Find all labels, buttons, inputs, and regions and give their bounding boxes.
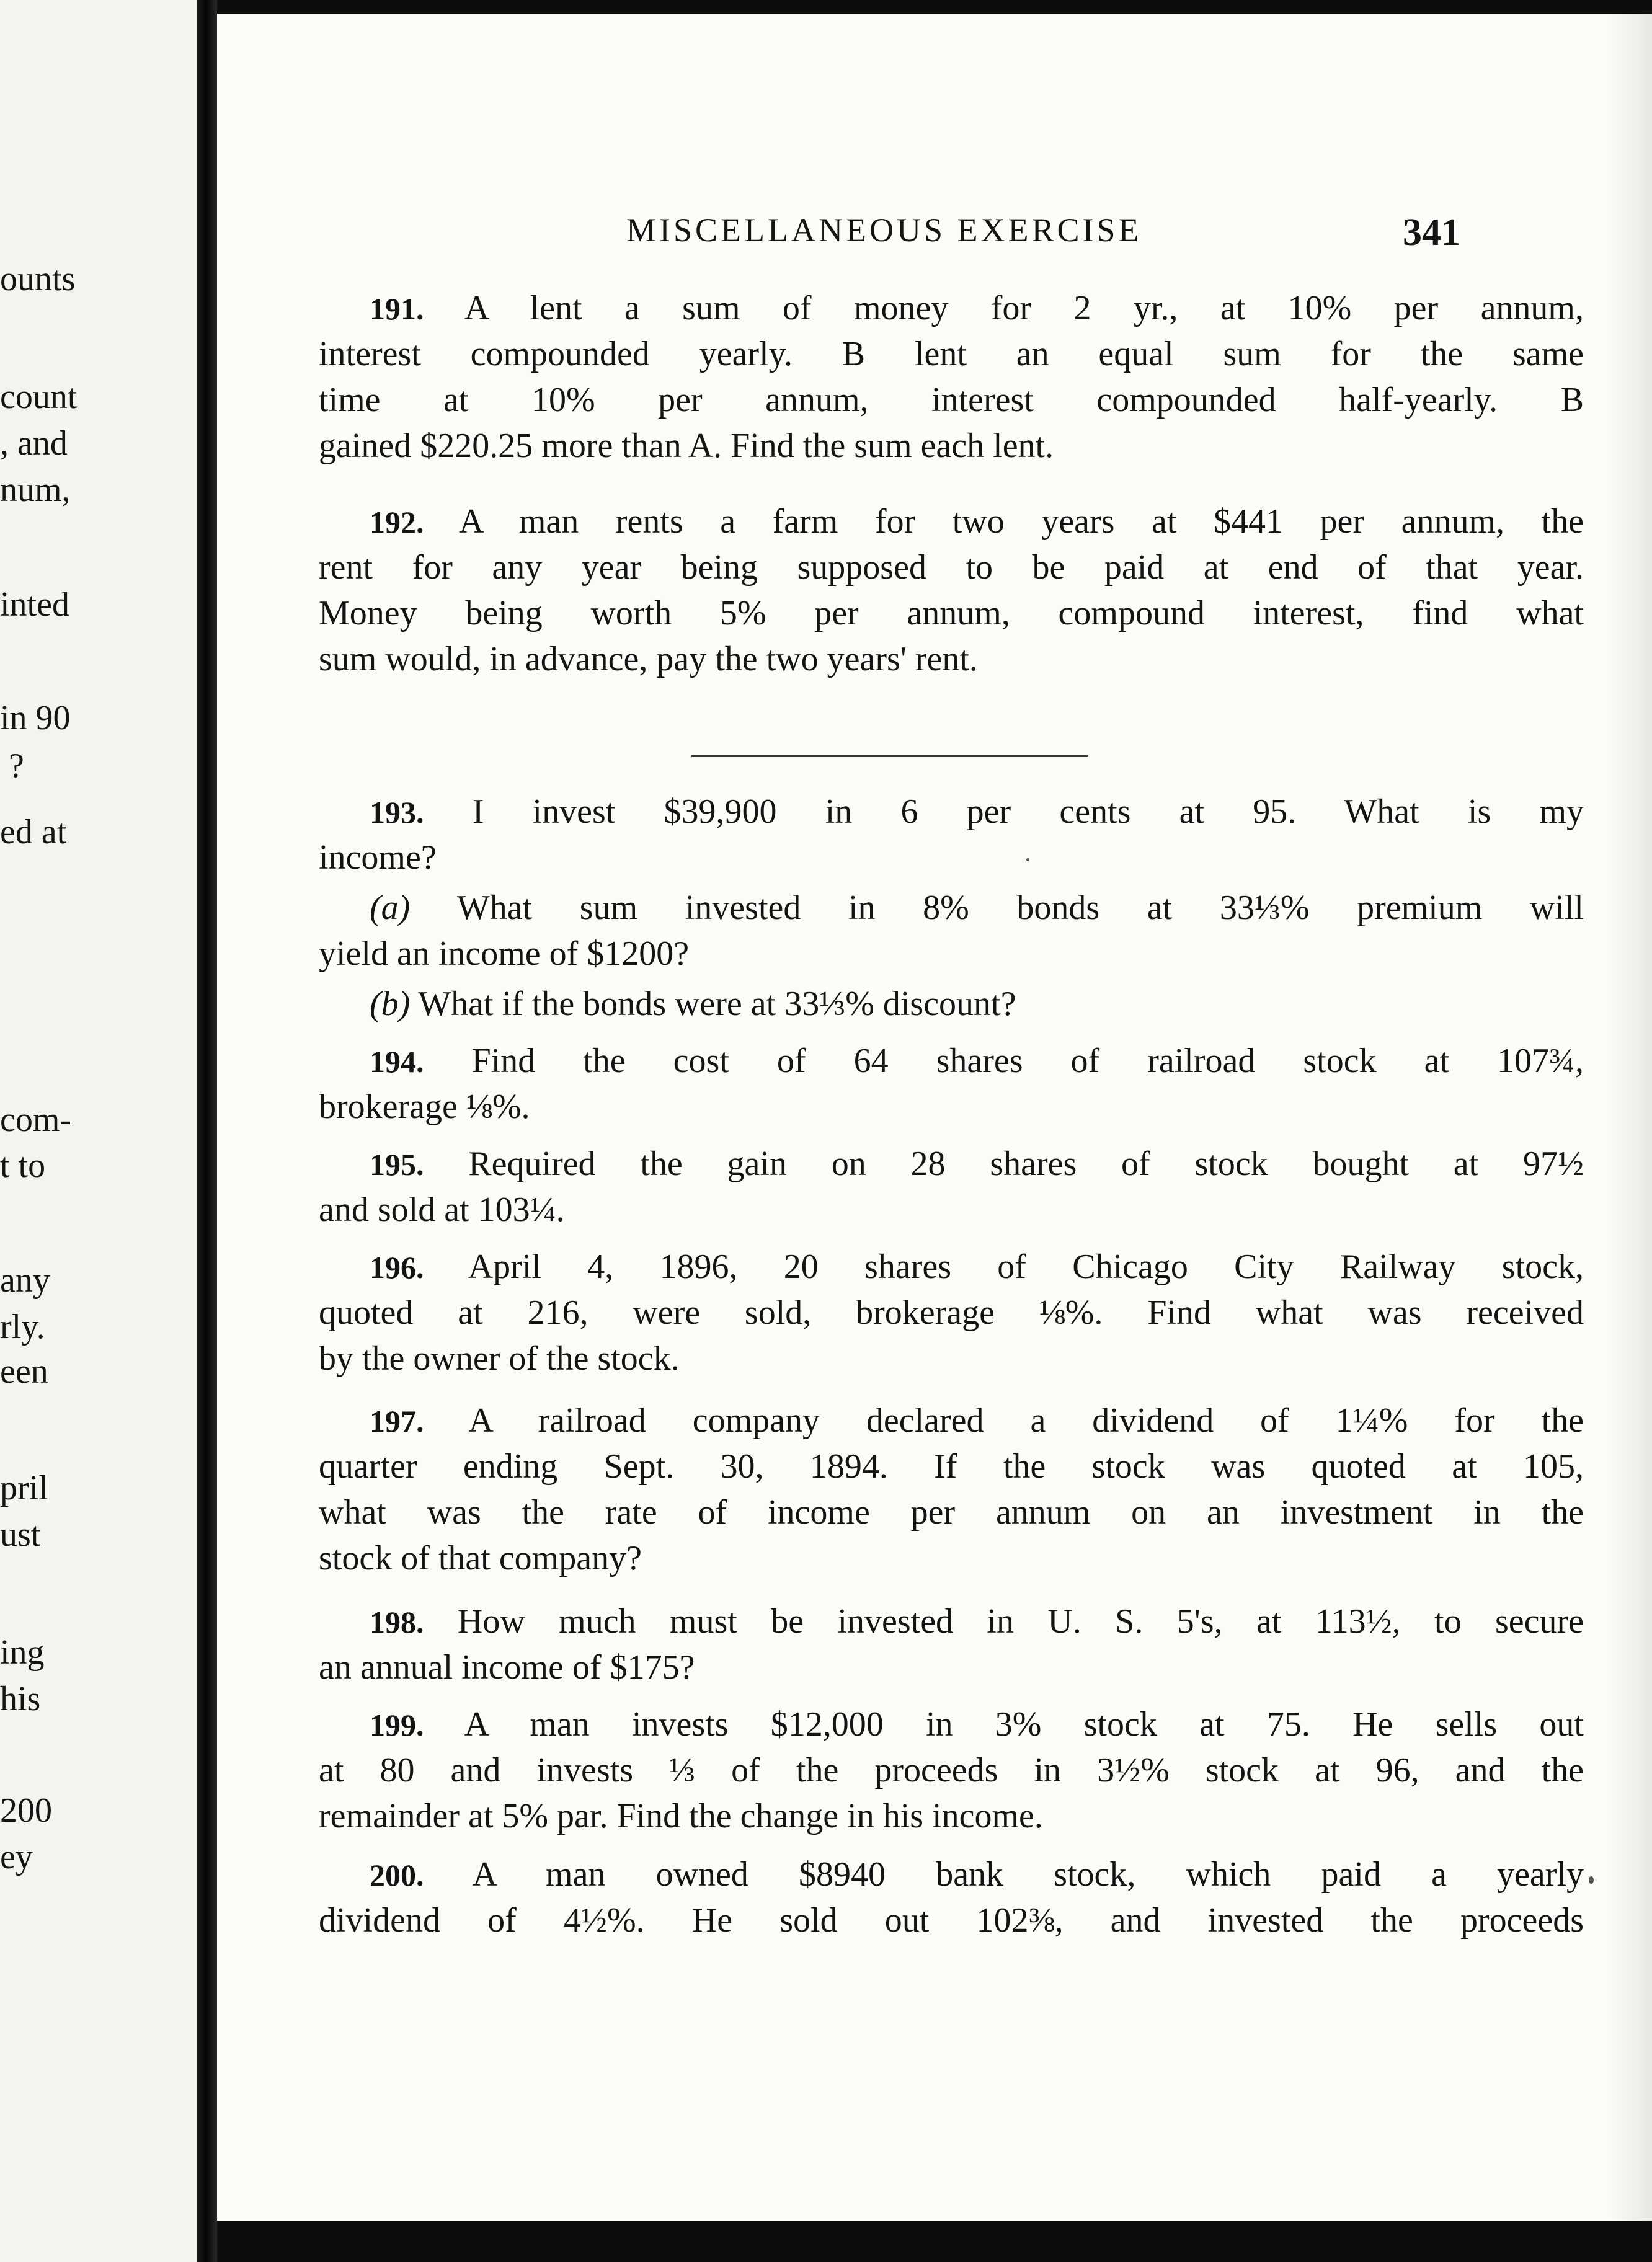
exercise-line: 192. A man rents a farm for two years at $441 per annum, the <box>370 502 1584 541</box>
exercise-line: 199. A man invests $12,000 in 3% stock at 75. He sells out <box>370 1705 1584 1744</box>
running-head: MISCELLANEOUS EXERCISE <box>626 211 1142 249</box>
exercise-line: 196. April 4, 1896, 20 shares of Chicago City Railway stock, <box>370 1248 1584 1286</box>
exercise-line: 200. A man owned $8940 bank stock, which paid a yearly <box>370 1855 1584 1894</box>
exercise-line: interest compounded yearly. B lent an equal sum for the same <box>319 335 1584 373</box>
exercise-number: 199. <box>370 1708 424 1742</box>
exercise-line: quarter ending Sept. 30, 1894. If the stock was quoted at 105, <box>319 1447 1584 1486</box>
exercise-line: dividend of 4½%. He sold out 102⅜, and invested the proceeds <box>319 1901 1584 1940</box>
left-fragment: ust <box>0 1515 41 1554</box>
exercise-line: brokerage ⅛%. <box>319 1088 530 1126</box>
exercise-number: 192. <box>370 505 424 539</box>
exercise-number: 200. <box>370 1858 424 1892</box>
book-page <box>217 14 1652 2221</box>
left-fragment: any <box>0 1261 50 1300</box>
page-shadow <box>1609 14 1652 2221</box>
exercise-line: time at 10% per annum, interest compounded half-yearly. B <box>319 381 1584 419</box>
left-fragment: ing <box>0 1633 45 1672</box>
exercise-line: income? <box>319 838 437 877</box>
exercise-line: by the owner of the stock. <box>319 1339 680 1378</box>
exercise-line: an annual income of $175? <box>319 1648 695 1687</box>
exercise-line: sum would, in advance, pay the two years' rent. <box>319 640 978 678</box>
exercise-198 <box>319 1599 1584 1690</box>
ink-speck <box>1026 858 1029 861</box>
exercise-number: 197. <box>370 1404 424 1439</box>
exercise-197 <box>319 1398 1584 1581</box>
subpart-label: (b) <box>370 985 411 1023</box>
left-fragment: num, <box>0 471 71 509</box>
exercise-line: 193. I invest $39,900 in 6 per cents at 95. What is my <box>370 792 1584 831</box>
exercise-number: 196. <box>370 1250 424 1285</box>
exercise-196 <box>319 1244 1584 1382</box>
left-fragment: een <box>0 1352 48 1391</box>
exercise-line: 194. Find the cost of 64 shares of railroad stock at 107¾, <box>370 1042 1584 1080</box>
exercise-line: rent for any year being supposed to be paid at end of that year. <box>319 548 1584 587</box>
exercise-line: quoted at 216, were sold, brokerage ⅛%. Find what was received <box>319 1293 1584 1332</box>
exercise-line: (a) What sum invested in 8% bonds at 33⅓% premium will <box>370 889 1584 927</box>
left-fragment: ounts <box>0 260 76 298</box>
exercise-195 <box>319 1141 1584 1233</box>
exercise-193 <box>319 789 1584 880</box>
exercise-193b <box>319 981 1584 1027</box>
left-fragment: t to <box>0 1147 46 1185</box>
exercise-line: at 80 and invests ⅓ of the proceeds in 3½% stock at 96, and the <box>319 1751 1584 1790</box>
exercise-number: 198. <box>370 1605 424 1639</box>
exercise-line: Money being worth 5% per annum, compound interest, find what <box>319 594 1584 632</box>
exercise-line: 198. How much must be invested in U. S. 5's, at 113½, to secure <box>370 1602 1584 1641</box>
left-fragment: inted <box>0 585 69 624</box>
exercise-line: 191. A lent a sum of money for 2 yr., at 10% per annum, <box>370 289 1584 327</box>
exercise-line: 195. Required the gain on 28 shares of stock bought at 97½ <box>370 1145 1584 1183</box>
subpart-label: (a) <box>370 889 411 927</box>
scan-border <box>217 2221 1652 2262</box>
exercise-199 <box>319 1701 1584 1839</box>
left-fragment: pril <box>0 1469 48 1507</box>
exercise-line: yield an income of $1200? <box>319 934 690 973</box>
exercise-191 <box>319 285 1584 469</box>
exercise-line: gained $220.25 more than A. Find the sum each lent. <box>319 427 1054 465</box>
previous-page-edge <box>0 0 197 2262</box>
exercise-200 <box>319 1852 1584 1943</box>
left-fragment: , and <box>0 424 68 463</box>
left-fragment: com- <box>0 1101 72 1139</box>
section-divider <box>691 755 1088 757</box>
left-fragment: in 90 <box>0 699 71 737</box>
exercise-number: 191. <box>370 291 424 326</box>
exercise-number: 193. <box>370 795 424 830</box>
exercise-number: 194. <box>370 1044 424 1079</box>
ink-speck <box>1589 1876 1594 1884</box>
exercise-line: what was the rate of income per annum on an investment in the <box>319 1493 1584 1532</box>
left-fragment: ? <box>9 747 24 785</box>
left-fragment: rly. <box>0 1308 45 1346</box>
exercise-192 <box>319 499 1584 682</box>
exercise-line: 197. A railroad company declared a dividend of 1¼% for the <box>370 1401 1584 1440</box>
exercise-line: stock of that company? <box>319 1539 642 1577</box>
left-fragment: his <box>0 1680 41 1718</box>
left-fragment: ed at <box>0 813 67 851</box>
exercise-line: and sold at 103¼. <box>319 1191 565 1229</box>
exercise-194 <box>319 1038 1584 1130</box>
left-fragment: count <box>0 378 78 416</box>
left-fragment: 200 <box>0 1791 52 1830</box>
page-number: 341 <box>1403 211 1460 254</box>
left-fragment: ey <box>0 1838 33 1876</box>
exercise-line: remainder at 5% par. Find the change in his income. <box>319 1797 1043 1835</box>
exercise-line: (b) What if the bonds were at 33⅓% discount? <box>370 985 1016 1023</box>
book-gutter <box>197 0 217 2262</box>
exercise-number: 195. <box>370 1147 424 1182</box>
exercise-193a <box>319 885 1584 977</box>
